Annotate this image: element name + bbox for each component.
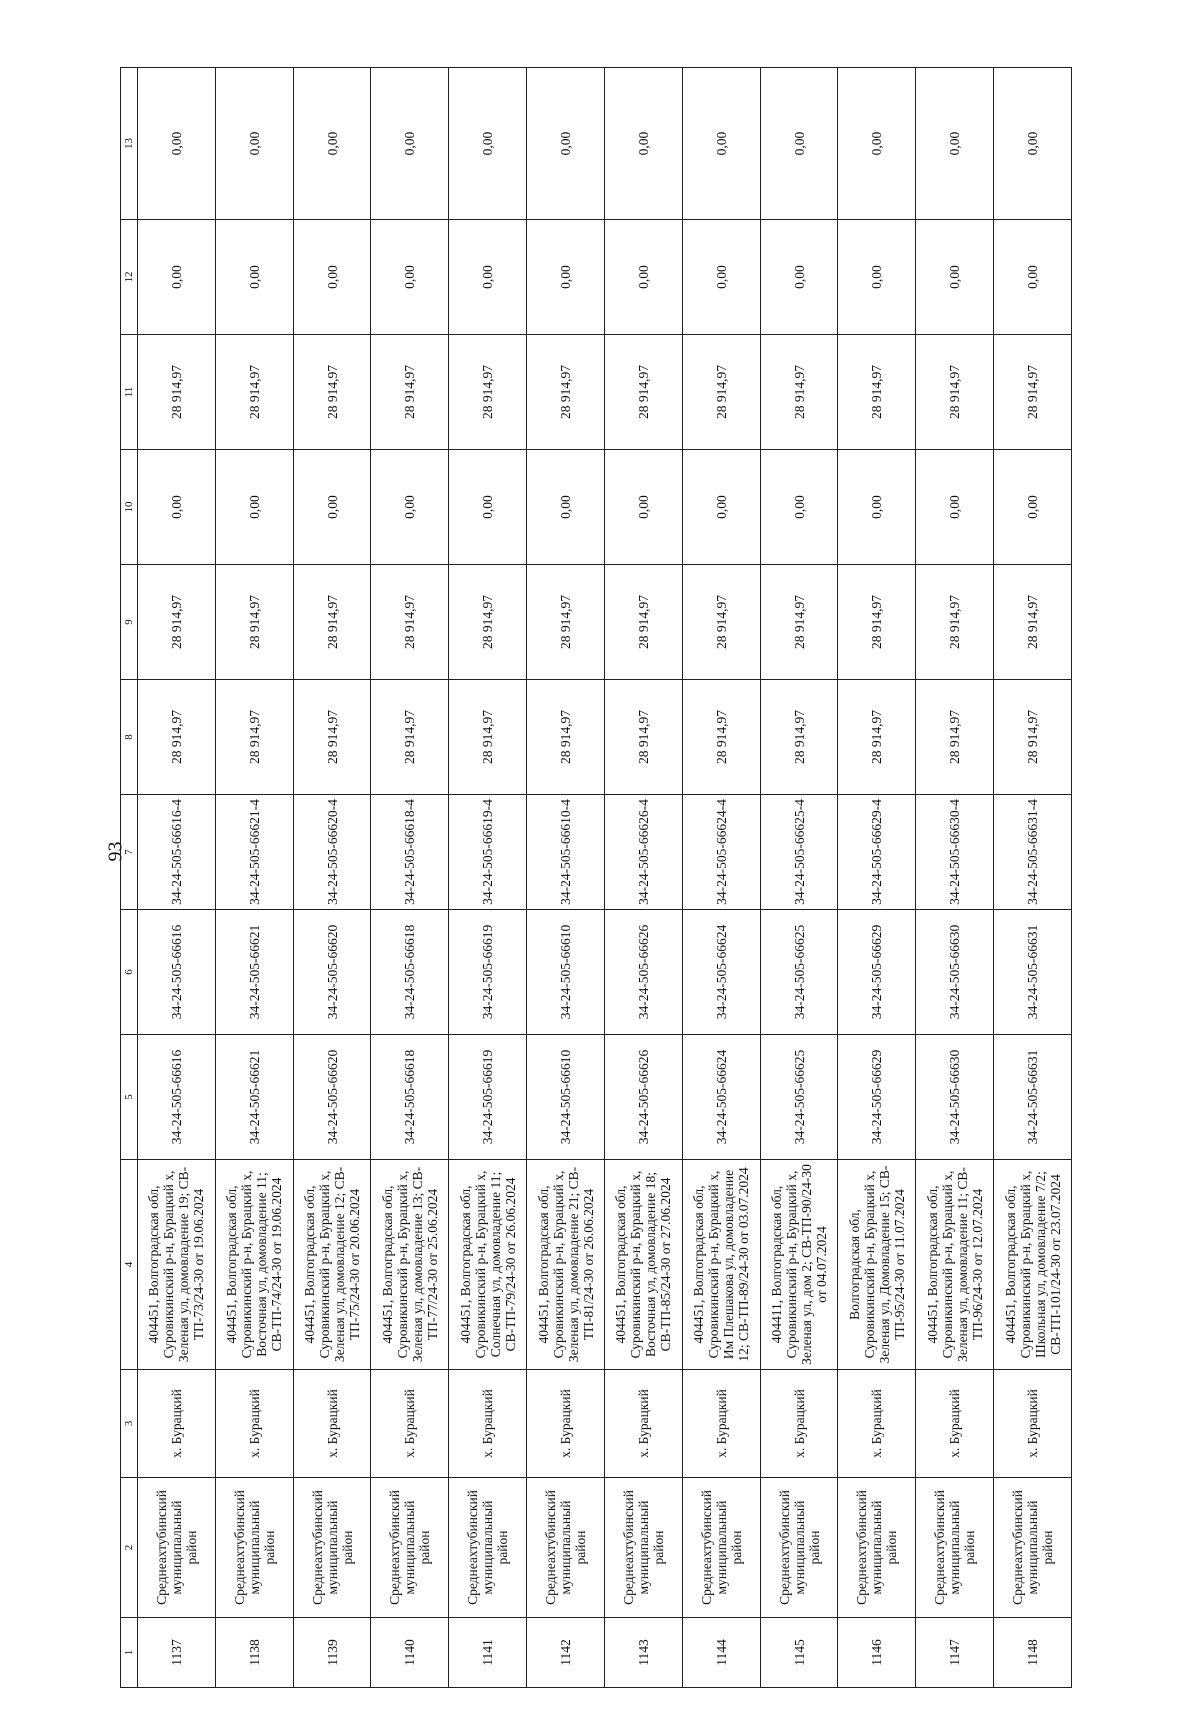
table-row [371, 68, 449, 1688]
cadastral-id-cell: 34-24-505-66618 [371, 910, 449, 1035]
address-cell: 404451, Волгоградская обл, Суровикинский р-н, Бурацкий х, Школьная ул, домовладение 7/2; СВ-ТП-101/24-30 от 23.07.2024 [994, 1160, 1072, 1370]
address-cell: Волгоградская обл, Суровикинский р-н, Бурацкий х, Зеленая ул, Домовладение 15; СВ-ТП-95/24-30 от 11.07.2024 [838, 1160, 916, 1370]
row-number-cell: 1142 [527, 1618, 605, 1688]
table-row [138, 68, 216, 1688]
row-number-cell: 1145 [760, 1618, 838, 1688]
cadastral-id-cell: 34-24-505-66625 [760, 910, 838, 1035]
amount-cell: 0,00 [604, 450, 682, 565]
amount-cell: 0,00 [293, 450, 371, 565]
row-number-cell: 1141 [449, 1618, 527, 1688]
amount-cell: 0,00 [916, 220, 994, 335]
amount-cell: 0,00 [994, 68, 1072, 220]
amount-cell: 0,00 [838, 450, 916, 565]
amount-cell: 0,00 [215, 220, 293, 335]
district-cell: Среднеахтубинский муниципальный район [604, 1478, 682, 1618]
column-number: 12 [121, 220, 138, 335]
amount-cell: 0,00 [371, 450, 449, 565]
column-number: 6 [121, 910, 138, 1035]
amount-cell: 28 914,97 [449, 335, 527, 450]
district-cell: Среднеахтубинский муниципальный район [527, 1478, 605, 1618]
amount-cell: 0,00 [604, 68, 682, 220]
column-number: 9 [121, 565, 138, 680]
amount-cell: 28 914,97 [994, 335, 1072, 450]
amount-cell: 28 914,97 [760, 565, 838, 680]
amount-cell: 28 914,97 [838, 335, 916, 450]
amount-cell: 28 914,97 [449, 680, 527, 795]
row-number-cell: 1143 [604, 1618, 682, 1688]
amount-cell: 0,00 [215, 68, 293, 220]
cadastral-id-cell: 34-24-505-66624 [682, 1035, 760, 1160]
amount-cell: 28 914,97 [682, 680, 760, 795]
settlement-cell: х. Бурацкий [682, 1370, 760, 1478]
row-number-cell: 1138 [215, 1618, 293, 1688]
cadastral-id-cell: 34-24-505-66626 [604, 910, 682, 1035]
amount-cell: 0,00 [916, 68, 994, 220]
cadastral-id-cell: 34-24-505-66616 [138, 910, 216, 1035]
settlement-cell: х. Бурацкий [138, 1370, 216, 1478]
table-row [838, 68, 916, 1688]
amount-cell: 0,00 [604, 220, 682, 335]
amount-cell: 0,00 [449, 450, 527, 565]
cadastral-id-cell: 34-24-505-66625 [760, 1035, 838, 1160]
amount-cell: 0,00 [449, 68, 527, 220]
settlement-cell: х. Бурацкий [527, 1370, 605, 1478]
cadastral-id-cell: 34-24-505-66624 [682, 910, 760, 1035]
address-cell: 404451, Волгоградская обл, Суровикинский р-н, Бурацкий х, Восточная ул, домовладение 18; СВ-ТП-85/24-30 от 27.06.2024 [604, 1160, 682, 1370]
amount-cell: 0,00 [527, 68, 605, 220]
settlement-cell: х. Бурацкий [760, 1370, 838, 1478]
cadastral-id-cell: 34-24-505-66610 [527, 1035, 605, 1160]
amount-cell: 28 914,97 [604, 335, 682, 450]
district-cell: Среднеахтубинский муниципальный район [371, 1478, 449, 1618]
table-row [994, 68, 1072, 1688]
amount-cell: 0,00 [293, 220, 371, 335]
amount-cell: 28 914,97 [215, 565, 293, 680]
object-id-cell: 34-24-505-66631-4 [994, 795, 1072, 910]
column-number: 2 [121, 1478, 138, 1618]
object-id-cell: 34-24-505-66625-4 [760, 795, 838, 910]
district-cell: Среднеахтубинский муниципальный район [215, 1478, 293, 1618]
column-number: 8 [121, 680, 138, 795]
table-row [916, 68, 994, 1688]
settlement-cell: х. Бурацкий [604, 1370, 682, 1478]
amount-cell: 28 914,97 [215, 680, 293, 795]
row-number-cell: 1146 [838, 1618, 916, 1688]
object-id-cell: 34-24-505-66626-4 [604, 795, 682, 910]
row-number-cell: 1140 [371, 1618, 449, 1688]
column-number: 11 [121, 335, 138, 450]
cadastral-id-cell: 34-24-505-66620 [293, 1035, 371, 1160]
column-number-row [121, 68, 138, 1688]
table-row [449, 68, 527, 1688]
cadastral-id-cell: 34-24-505-66621 [215, 910, 293, 1035]
amount-cell: 28 914,97 [994, 565, 1072, 680]
column-number: 5 [121, 1035, 138, 1160]
amount-cell: 0,00 [138, 68, 216, 220]
column-number: 7 [121, 795, 138, 910]
amount-cell: 0,00 [371, 220, 449, 335]
row-number-cell: 1139 [293, 1618, 371, 1688]
cadastral-id-cell: 34-24-505-66629 [838, 910, 916, 1035]
amount-cell: 28 914,97 [371, 680, 449, 795]
cadastral-id-cell: 34-24-505-66620 [293, 910, 371, 1035]
row-number-cell: 1147 [916, 1618, 994, 1688]
amount-cell: 28 914,97 [682, 335, 760, 450]
amount-cell: 0,00 [371, 68, 449, 220]
address-cell: 404411, Волгоградская обл, Суровикинский р-н, Бурацкий х, Зеленая ул, дом 2; СВ-ТП-90/24-30 от 04.07.2024 [760, 1160, 838, 1370]
amount-cell: 0,00 [682, 220, 760, 335]
cadastral-id-cell: 34-24-505-66619 [449, 910, 527, 1035]
registry-table [120, 67, 1072, 1688]
cadastral-id-cell: 34-24-505-66616 [138, 1035, 216, 1160]
amount-cell: 0,00 [293, 68, 371, 220]
column-number: 10 [121, 450, 138, 565]
amount-cell: 0,00 [138, 450, 216, 565]
settlement-cell: х. Бурацкий [449, 1370, 527, 1478]
address-cell: 404451, Волгоградская обл, Суровикинский р-н, Бурацкий х, Зеленая ул, домовладение 13; СВ-ТП-77/24-30 от 25.06.2024 [371, 1160, 449, 1370]
cadastral-id-cell: 34-24-505-66621 [215, 1035, 293, 1160]
address-cell: 404451, Волгоградская обл, Суровикинский р-н, Бурацкий х, Зеленая ул, домовладение 21; СВ-ТП-81/24-30 от 26.06.2024 [527, 1160, 605, 1370]
settlement-cell: х. Бурацкий [838, 1370, 916, 1478]
amount-cell: 0,00 [682, 68, 760, 220]
table-row [293, 68, 371, 1688]
district-cell: Среднеахтубинский муниципальный район [916, 1478, 994, 1618]
address-cell: 404451, Волгоградская обл, Суровикинский р-н, Бурацкий х, Зеленая ул, домовладение 12; СВ-ТП-75/24-30 от 20.06.2024 [293, 1160, 371, 1370]
amount-cell: 28 914,97 [293, 565, 371, 680]
object-id-cell: 34-24-505-66616-4 [138, 795, 216, 910]
table-row [527, 68, 605, 1688]
settlement-cell: х. Бурацкий [215, 1370, 293, 1478]
address-cell: 404451, Волгоградская обл, Суровикинский р-н, Бурацкий х, Зеленая ул, домовладение 19; СВ-ТП-73/24-30 от 19.06.2024 [138, 1160, 216, 1370]
cadastral-id-cell: 34-24-505-66626 [604, 1035, 682, 1160]
table-row [682, 68, 760, 1688]
amount-cell: 28 914,97 [916, 565, 994, 680]
amount-cell: 0,00 [527, 450, 605, 565]
amount-cell: 28 914,97 [994, 680, 1072, 795]
district-cell: Среднеахтубинский муниципальный район [838, 1478, 916, 1618]
amount-cell: 28 914,97 [760, 335, 838, 450]
amount-cell: 0,00 [994, 450, 1072, 565]
amount-cell: 0,00 [760, 68, 838, 220]
address-cell: 404451, Волгоградская обл, Суровикинский р-н, Бурацкий х, Восточная ул, домовладение 11; СВ-ТП-74/24-30 от 19.06.2024 [215, 1160, 293, 1370]
table-row [215, 68, 293, 1688]
table-row [760, 68, 838, 1688]
amount-cell: 0,00 [449, 220, 527, 335]
district-cell: Среднеахтубинский муниципальный район [449, 1478, 527, 1618]
amount-cell: 28 914,97 [916, 335, 994, 450]
settlement-cell: х. Бурацкий [994, 1370, 1072, 1478]
amount-cell: 28 914,97 [838, 680, 916, 795]
object-id-cell: 34-24-505-66621-4 [215, 795, 293, 910]
amount-cell: 28 914,97 [138, 680, 216, 795]
table-row [604, 68, 682, 1688]
row-number-cell: 1137 [138, 1618, 216, 1688]
amount-cell: 28 914,97 [293, 680, 371, 795]
amount-cell: 28 914,97 [527, 565, 605, 680]
district-cell: Среднеахтубинский муниципальный район [682, 1478, 760, 1618]
amount-cell: 28 914,97 [916, 680, 994, 795]
cadastral-id-cell: 34-24-505-66630 [916, 910, 994, 1035]
amount-cell: 28 914,97 [527, 335, 605, 450]
row-number-cell: 1148 [994, 1618, 1072, 1688]
amount-cell: 28 914,97 [293, 335, 371, 450]
object-id-cell: 34-24-505-66619-4 [449, 795, 527, 910]
column-number: 3 [121, 1370, 138, 1478]
amount-cell: 28 914,97 [215, 335, 293, 450]
settlement-cell: х. Бурацкий [371, 1370, 449, 1478]
cadastral-id-cell: 34-24-505-66629 [838, 1035, 916, 1160]
object-id-cell: 34-24-505-66630-4 [916, 795, 994, 910]
district-cell: Среднеахтубинский муниципальный район [293, 1478, 371, 1618]
cadastral-id-cell: 34-24-505-66618 [371, 1035, 449, 1160]
column-number: 4 [121, 1160, 138, 1370]
amount-cell: 28 914,97 [682, 565, 760, 680]
cadastral-id-cell: 34-24-505-66619 [449, 1035, 527, 1160]
address-cell: 404451, Волгоградская обл, Суровикинский р-н, Бурацкий х, Солнечная ул, домовладение 11; СВ-ТП-79/24-30 от 26.06.2024 [449, 1160, 527, 1370]
amount-cell: 0,00 [215, 450, 293, 565]
amount-cell: 28 914,97 [371, 335, 449, 450]
district-cell: Среднеахтубинский муниципальный район [760, 1478, 838, 1618]
amount-cell: 28 914,97 [138, 335, 216, 450]
object-id-cell: 34-24-505-66618-4 [371, 795, 449, 910]
cadastral-id-cell: 34-24-505-66631 [994, 910, 1072, 1035]
object-id-cell: 34-24-505-66620-4 [293, 795, 371, 910]
amount-cell: 28 914,97 [449, 565, 527, 680]
district-cell: Среднеахтубинский муниципальный район [994, 1478, 1072, 1618]
amount-cell: 0,00 [994, 220, 1072, 335]
amount-cell: 0,00 [760, 220, 838, 335]
rotated-table-container [120, 68, 1072, 1688]
address-cell: 404451, Волгоградская обл, Суровикинский р-н, Бурацкий х, Им Плешакова ул, домовладение 12; СВ-ТП-89/24-30 от 03.07.2024 [682, 1160, 760, 1370]
cadastral-id-cell: 34-24-505-66610 [527, 910, 605, 1035]
amount-cell: 0,00 [760, 450, 838, 565]
district-cell: Среднеахтубинский муниципальный район [138, 1478, 216, 1618]
cadastral-id-cell: 34-24-505-66631 [994, 1035, 1072, 1160]
amount-cell: 28 914,97 [371, 565, 449, 680]
address-cell: 404451, Волгоградская обл, Суровикинский р-н, Бурацкий х, Зеленая ул, домовладение 11; СВ-ТП-96/24-30 от 12.07.2024 [916, 1160, 994, 1370]
settlement-cell: х. Бурацкий [916, 1370, 994, 1478]
amount-cell: 28 914,97 [604, 565, 682, 680]
amount-cell: 0,00 [138, 220, 216, 335]
object-id-cell: 34-24-505-66610-4 [527, 795, 605, 910]
object-id-cell: 34-24-505-66629-4 [838, 795, 916, 910]
cadastral-id-cell: 34-24-505-66630 [916, 1035, 994, 1160]
settlement-cell: х. Бурацкий [293, 1370, 371, 1478]
column-number: 1 [121, 1618, 138, 1688]
amount-cell: 28 914,97 [138, 565, 216, 680]
amount-cell: 28 914,97 [604, 680, 682, 795]
column-number: 13 [121, 68, 138, 220]
amount-cell: 28 914,97 [838, 565, 916, 680]
object-id-cell: 34-24-505-66624-4 [682, 795, 760, 910]
amount-cell: 28 914,97 [527, 680, 605, 795]
amount-cell: 0,00 [527, 220, 605, 335]
amount-cell: 28 914,97 [760, 680, 838, 795]
amount-cell: 0,00 [916, 450, 994, 565]
amount-cell: 0,00 [838, 68, 916, 220]
amount-cell: 0,00 [838, 220, 916, 335]
amount-cell: 0,00 [682, 450, 760, 565]
row-number-cell: 1144 [682, 1618, 760, 1688]
page-number: 93 [104, 841, 127, 862]
